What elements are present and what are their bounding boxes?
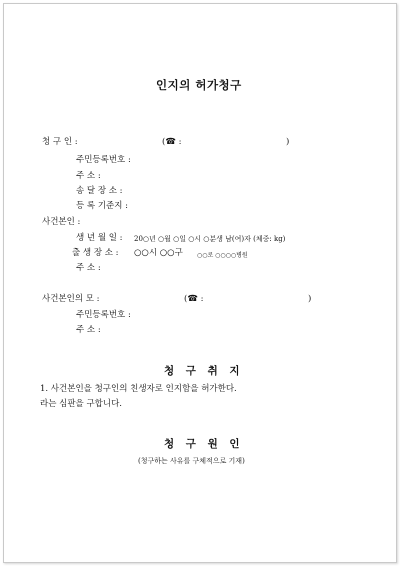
mother-label: 사건본인의 모 : xyxy=(42,294,100,304)
purpose-heading: 청 구 취 지 xyxy=(164,365,244,377)
subject-birth-label: 생 년 월 일 : xyxy=(76,233,123,243)
document-title: 인지의 허가청구 xyxy=(156,78,242,92)
petitioner-phone-close: ) xyxy=(286,137,290,147)
subject-address-label: 주 소 : xyxy=(76,263,101,273)
cause-heading: 청 구 원 인 xyxy=(164,438,244,450)
subject-birthplace-value: ○○시 ○○구 xyxy=(134,248,183,258)
petitioner-address-label: 주 소 : xyxy=(76,171,101,181)
subject-label: 사건본인 : xyxy=(42,217,81,227)
purpose-line-1: 1. 사건본인을 청구인의 친생자로 인지함을 허가한다. xyxy=(40,384,237,394)
mother-phone-close: ) xyxy=(308,294,312,304)
subject-birthplace-label: 출 생 장 소 : xyxy=(72,248,119,258)
mother-address-label: 주 소 : xyxy=(76,325,101,335)
subject-birthplace-detail: ○○로 ○○○○병원 xyxy=(197,252,248,259)
subject-birth-value: 20○년 ○월 ○일 ○시 ○분생 남(여)자 (체중: kg) xyxy=(134,235,286,243)
petitioner-delivery-label: 송 달 장 소 : xyxy=(76,186,123,196)
mother-phone-prefix: (☎ : xyxy=(184,294,204,304)
mother-id-label: 주민등록번호 : xyxy=(76,310,131,320)
cause-note: (청구하는 사유를 구체적으로 기재) xyxy=(138,457,245,465)
document-page xyxy=(3,3,397,563)
petitioner-id-label: 주민등록번호 : xyxy=(76,155,131,165)
purpose-line-2: 라는 심판을 구합니다. xyxy=(40,399,123,409)
petitioner-registry-label: 등 록 기준지 : xyxy=(76,201,129,211)
petitioner-label: 청 구 인 : xyxy=(42,137,78,147)
petitioner-phone-prefix: (☎ : xyxy=(162,137,182,147)
